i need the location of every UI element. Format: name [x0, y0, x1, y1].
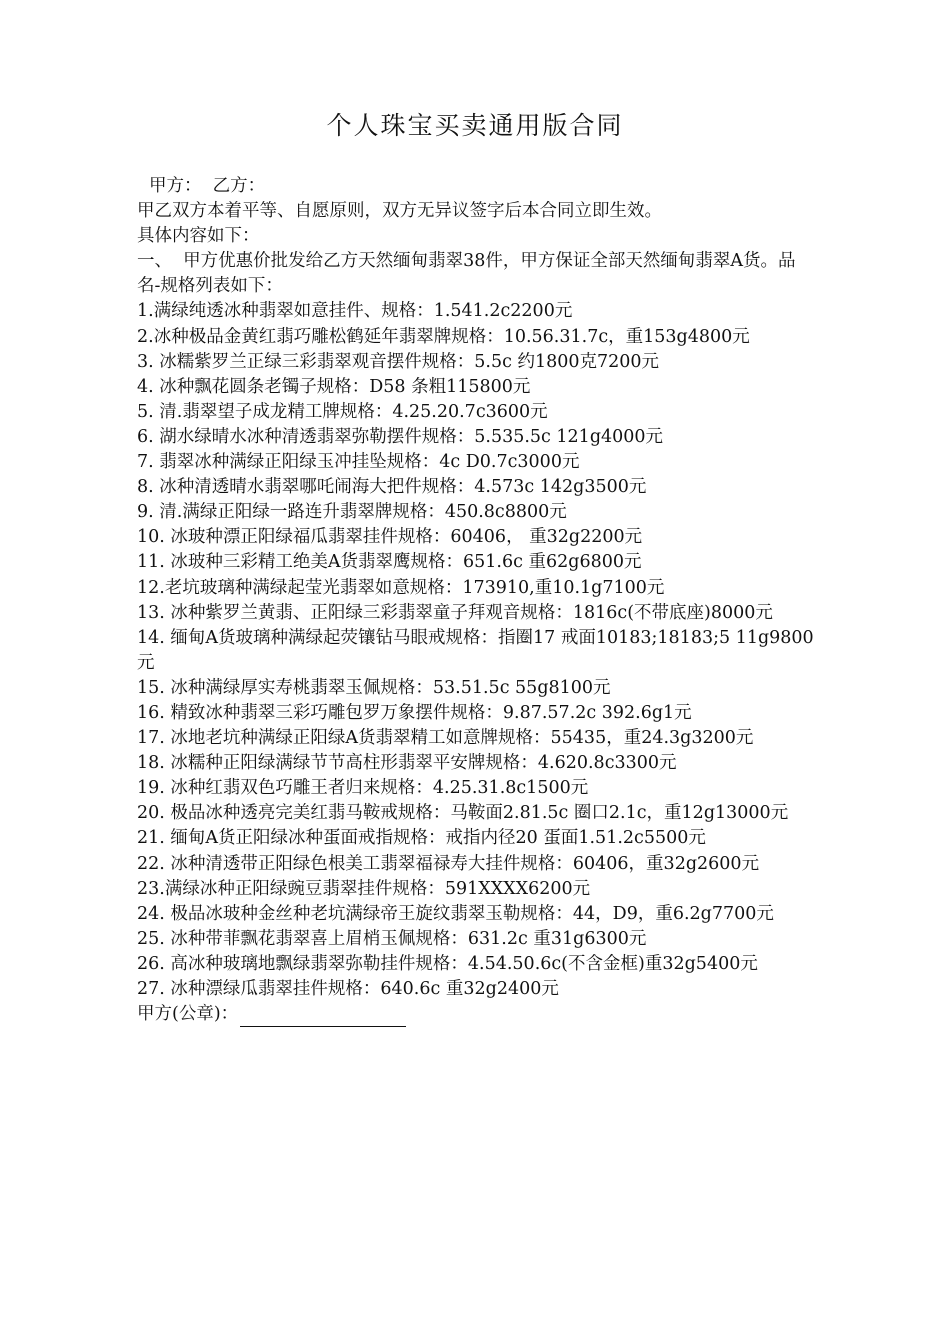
signature-blank-line — [240, 1006, 406, 1027]
list-item: 13. 冰种紫罗兰黄翡、正阳绿三彩翡翠童子拜观音规格：1816c(不带底座)8000元 — [137, 602, 773, 623]
list-item: 5. 清.翡翠望子成龙精工牌规格：4.25.20.7c3600元 — [137, 401, 548, 422]
list-item: 14. 缅甸A货玻璃种满绿起荧镶钻马眼戒规格：指圈17 戒面10183;18183;5 11g9800元 — [137, 627, 814, 673]
list-item: 8. 冰种清透晴水翡翠哪吒闹海大把件规格：4.573c 142g3500元 — [137, 477, 647, 498]
list-item: 10. 冰玻种漂正阳绿福瓜翡翠挂件规格：60406， 重32g2200元 — [137, 527, 643, 548]
intro-contents-label: 具体内容如下： — [137, 226, 260, 247]
list-item: 16. 精致冰种翡翠三彩巧雕包罗万象摆件规格：9.87.57.2c 392.6g1元 — [137, 702, 692, 723]
signature-label: 甲方(公章)： — [137, 1004, 239, 1025]
list-item: 12.老坑玻璃种满绿起莹光翡翠如意规格：173910,重10.1g7100元 — [137, 577, 665, 598]
item-list — [137, 299, 817, 1002]
list-item: 25. 冰种带菲飘花翡翠喜上眉梢玉佩规格：631.2c 重31g6300元 — [137, 928, 647, 949]
list-item: 1.满绿纯透冰种翡翠如意挂件、规格：1.541.2c2200元 — [137, 301, 573, 322]
list-item: 17. 冰地老坑种满绿正阳绿A货翡翠精工如意牌规格：55435，重24.3g3200元 — [137, 728, 754, 749]
list-item: 15. 冰种满绿厚实寿桃翡翠玉佩规格：53.51.5c 55g8100元 — [137, 677, 611, 698]
list-item: 2.冰种极品金黄红翡巧雕松鹤延年翡翠牌规格：10.56.31.7c，重153g4800元 — [137, 326, 750, 347]
parties-line: 甲方： 乙方： — [149, 176, 266, 196]
list-item: 3. 冰糯紫罗兰正绿三彩翡翠观音摆件规格：5.5c 约1800克7200元 — [137, 351, 660, 372]
list-item: 21. 缅甸A货正阳绿冰种蛋面戒指规格：戒指内径20 蛋面1.51.2c5500元 — [137, 828, 706, 849]
list-item: 6. 湖水绿晴水冰种清透翡翠弥勒摆件规格：5.535.5c 121g4000元 — [137, 426, 664, 447]
list-item: 7. 翡翠冰种满绿正阳绿玉冲挂坠规格：4c D0.7c3000元 — [137, 452, 580, 473]
list-item: 11. 冰玻种三彩精工绝美A货翡翠鹰规格：651.6c 重62g6800元 — [137, 552, 642, 573]
intro-paragraph: 甲乙双方本着平等、自愿原则，双方无异议签字后本合同立即生效。 — [137, 201, 662, 222]
clause-one: 一、 甲方优惠价批发给乙方天然缅甸翡翠38件，甲方保证全部天然缅甸翡翠A货。品名-规格列表如下： — [137, 251, 796, 297]
list-item: 19. 冰种红翡双色巧雕王者归来规格：4.25.31.8c1500元 — [137, 778, 589, 799]
signature-row — [137, 1002, 817, 1027]
list-item: 22. 冰种清透带正阳绿色根美工翡翠福禄寿大挂件规格：60406，重32g2600元 — [137, 853, 760, 874]
list-item: 27. 冰种漂绿瓜翡翠挂件规格：640.6c 重32g2400元 — [137, 979, 559, 999]
list-item: 24. 极品冰玻种金丝种老坑满绿帝王旋纹翡翠玉勒规格：44，D9，重6.2g7700元 — [137, 903, 774, 924]
list-item: 23.满绿冰种正阳绿豌豆翡翠挂件规格：591XXXX6200元 — [137, 878, 591, 899]
document-title: 个人珠宝买卖通用版合同 — [326, 111, 624, 140]
document-body — [137, 174, 817, 1027]
list-item: 26. 高冰种玻璃地飘绿翡翠弥勒挂件规格：4.54.50.6c(不含金框)重32g5400元 — [137, 953, 758, 974]
list-item: 9. 清.满绿正阳绿一路连升翡翠牌规格：450.8c8800元 — [137, 502, 567, 523]
list-item: 20. 极品冰种透亮完美红翡马鞍戒规格：马鞍面2.81.5c 圈口2.1c，重12g13000元 — [137, 803, 789, 824]
list-item: 4. 冰种飘花圆条老镯子规格：D58 条粗115800元 — [137, 376, 531, 397]
list-item: 18. 冰糯种正阳绿满绿节节高柱形翡翠平安牌规格：4.620.8c3300元 — [137, 753, 677, 774]
